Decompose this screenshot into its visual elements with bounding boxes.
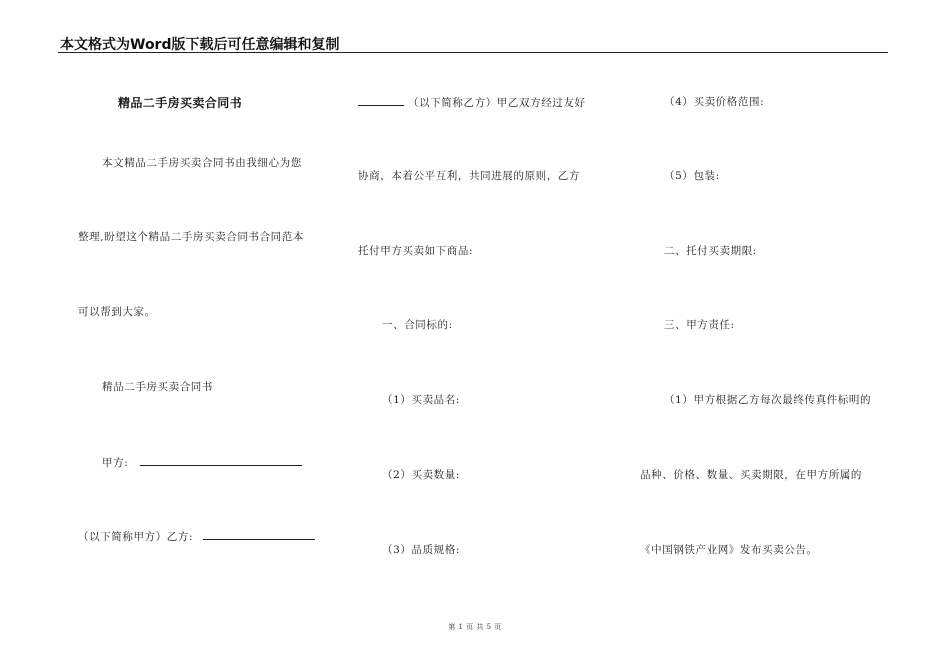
item-product-name: （1）买卖品名: [382, 394, 461, 406]
section-contract-subject: 一、合同标的: [382, 319, 453, 331]
page-number: 第 1 页 共 5 页 [448, 623, 502, 631]
duty-line-2: 品种、价格、数量、买卖期限，在甲方所属的 [640, 469, 862, 481]
party-a-blank [140, 454, 302, 466]
col2-line-2: 协商，本着公平互利，共同进展的原则，乙方 [358, 170, 580, 182]
header-title: 本文格式为Word版下载后可任意编辑和复制 [60, 37, 340, 53]
col2-line-1 [358, 94, 586, 110]
col2-line-1-text: （以下简称乙方）甲乙双方经过友好 [408, 97, 586, 109]
item-price-range: （4）买卖价格范围: [664, 96, 765, 108]
intro-line-2: 整理,盼望这个精品二手房买卖合同书合同范本 [78, 231, 304, 243]
col2-line-3: 托付甲方买卖如下商品: [358, 245, 474, 257]
item-specification: （3）品质规格: [382, 544, 461, 556]
document-title: 精品二手房买卖合同书 [118, 96, 243, 110]
party-b-line [78, 528, 315, 544]
party-b-label: （以下简称甲方）乙方: [78, 531, 194, 543]
section-party-a-duties: 三、甲方责任: [664, 319, 735, 331]
duty-line-3: 《中国钢铁产业网》发布买卖公告。 [640, 544, 818, 556]
item-quantity: （2）买卖数量: [382, 469, 461, 481]
party-a-line [102, 454, 302, 470]
party-a-label: 甲方: [102, 457, 129, 469]
item-packaging: （5）包装: [664, 170, 720, 182]
party-b-name-blank [358, 94, 404, 106]
duty-line-1: （1）甲方根据乙方每次最终传真件标明的 [664, 394, 872, 406]
intro-line-1: 本文精品二手房买卖合同书由我细心为您 [102, 157, 302, 169]
party-b-blank [203, 528, 315, 540]
intro-line-3: 可以帮到大家。 [78, 306, 156, 318]
header-divider [58, 52, 888, 53]
section-trade-period: 二、托付买卖期限: [664, 245, 757, 257]
contract-subtitle: 精品二手房买卖合同书 [102, 381, 213, 393]
